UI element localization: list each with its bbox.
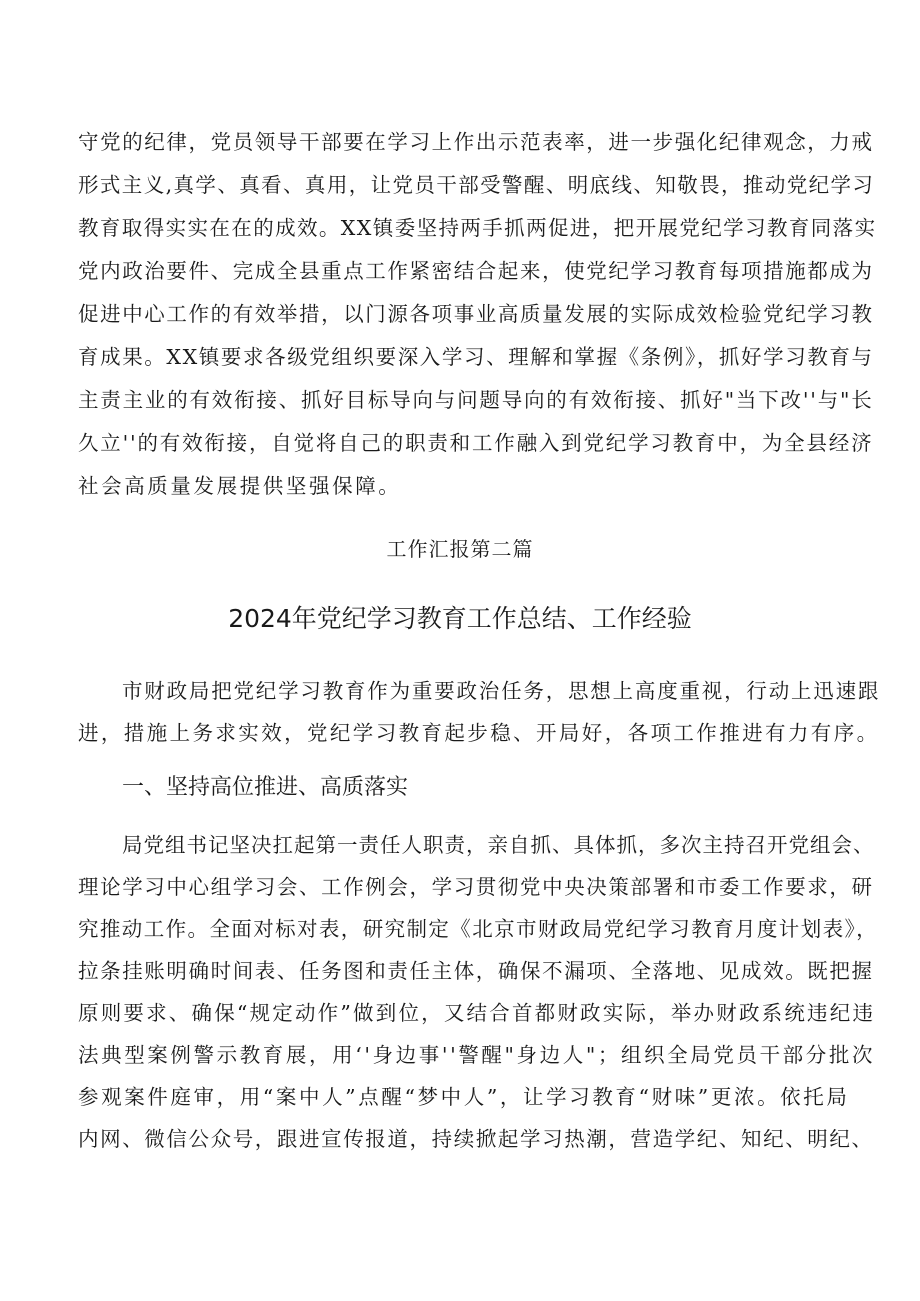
section-heading: 一、坚持高位推进、高质落实 [122, 775, 409, 800]
paragraph-line: 理论学习中心组学习会、工作例会，学习贯彻党中央决策部署和市委工作要求，研 [78, 875, 874, 899]
paragraph-line: 教育取得实实在在的成效。XX镇委坚持两手抓两促进，把开展党纪学习教育同落实 [78, 216, 877, 240]
paragraph-line: 拉条挂账明确时间表、任务图和责任主体，确保不漏项、全落地、见成效。既把握 [78, 959, 874, 983]
paragraph-line: 局党组书记坚决扛起第一责任人职责，亲自抓、具体抓，多次主持召开党组会、 [122, 833, 875, 857]
paragraph-line: 参观案件庭审，用“案中人”点醒“梦中人”，让学习教育“财味”更浓。依托局 [78, 1085, 850, 1109]
article-title: 2024年党纪学习教育工作总结、工作经验 [228, 604, 692, 633]
paragraph-line: 守党的纪律，党员领导干部要在学习上作出示范表率，进一步强化纪律观念，力戒 [78, 130, 874, 154]
paragraph-line: 市财政局把党纪学习教育作为重要政治任务，思想上高度重视，行动上迅速跟 [122, 679, 881, 703]
paragraph-line: 久立''的有效衔接，自觉将自己的职责和工作融入到党纪学习教育中，为全县经济 [78, 431, 874, 455]
paragraph-line: 原则要求、确保“规定动作”做到位，又结合首都财政实际，举办财政系统违纪违 [78, 1001, 876, 1025]
paragraph-line: 法典型案例警示教育展，用‘'身边事''警醒"身边人"；组织全局党员干部分批次 [78, 1043, 876, 1067]
paragraph-line: 形式主义,真学、真看、真用，让党员干部受警醒、明底线、知敬畏，推动党纪学习 [78, 173, 875, 197]
paragraph-line: 主责主业的有效衔接、抓好目标导向与问题导向的有效衔接、抓好"当下改''与"长 [78, 388, 874, 412]
paragraph-line: 育成果。XX镇要求各级党组织要深入学习、理解和掌握《条例》，抓好学习教育与 [78, 345, 874, 369]
paragraph-line: 究推动工作。全面对标对表，研究制定《北京市财政局党纪学习教育月度计划表》， [78, 917, 879, 941]
paragraph-line: 促进中心工作的有效举措，以门源各项事业高质量发展的实际成效检验党纪学习教 [78, 302, 874, 326]
paragraph-line: 内网、微信公众号，跟进宣传报道，持续掀起学习热潮，营造学纪、知纪、明纪、 [78, 1127, 874, 1151]
paragraph-line: 社会高质量发展提供坚强保障。 [78, 474, 402, 498]
paragraph-line: 党内政治要件、完成全县重点工作紧密结合起来，使党纪学习教育每项措施都成为 [78, 259, 874, 283]
section-subtitle: 工作汇报第二篇 [386, 537, 534, 561]
paragraph-line: 进，措施上务求实效，党纪学习教育起步稳、开局好，各项工作推进有力有序。 [78, 721, 880, 745]
